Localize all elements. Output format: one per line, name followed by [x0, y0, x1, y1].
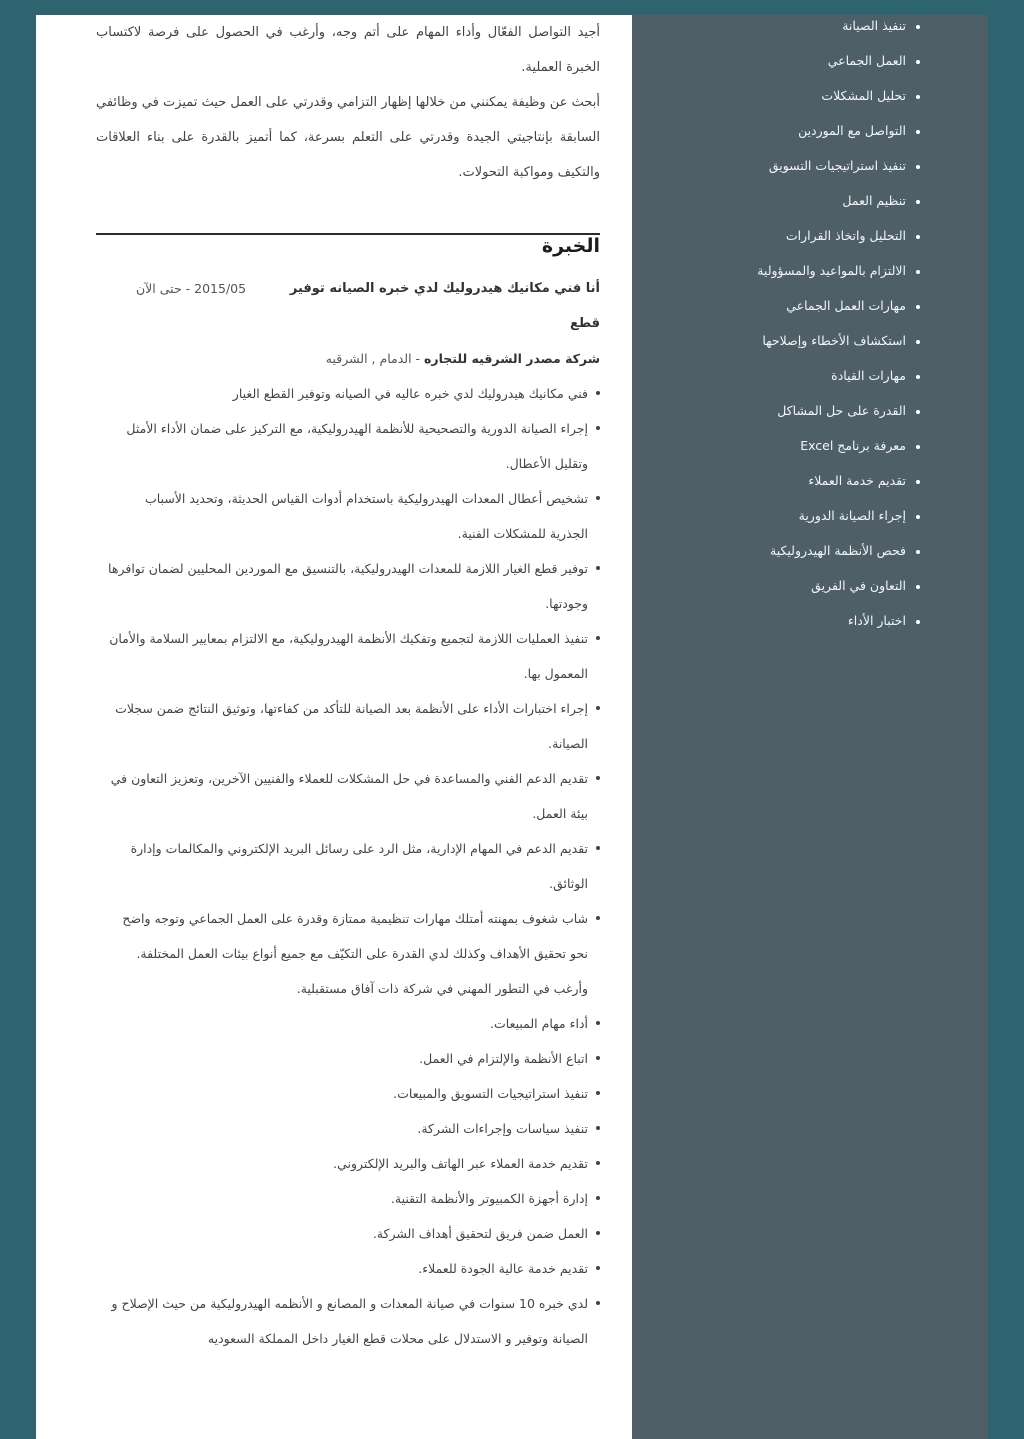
bullet-icon: [916, 445, 920, 449]
skill-label: اختبار الأداء: [847, 613, 906, 628]
bullet-icon: [916, 165, 920, 169]
bullet-icon: [916, 235, 920, 239]
skill-label: الالتزام بالمواعيد والمسؤولية: [757, 263, 906, 278]
skill-item: [757, 323, 920, 358]
duty-item: اتباع الأنظمة والإلتزام في العمل.: [108, 1041, 600, 1076]
duty-item: شاب شغوف بمهنته أمتلك مهارات تنظيمية ممتازة وقدرة على العمل الجماعي وتوجه واضح نحو تحقيق الأهداف وكذلك لدي القدرة على التكيّف مع جميع أنواع بيئات العمل المختلفة. وأرغب في التطور المهني في شركة ذات آفاق مستقبلية.: [108, 901, 600, 1006]
duty-item: لدي خبره 10 سنوات في صيانة المعدات و المصانع و الأنظمه الهيدروليكية من حيث الإصلاح و الصيانة وتوفير و الاستدلال على محلات قطع الغيار داخل المملكة السعوديه: [108, 1286, 600, 1356]
skill-item: [757, 43, 920, 78]
duty-item: تنفيذ استراتيجيات التسويق والمبيعات.: [108, 1076, 600, 1111]
skill-item: [757, 498, 920, 533]
bullet-icon: [916, 410, 920, 414]
skill-label: فحص الأنظمة الهيدروليكية: [770, 543, 906, 558]
skill-label: التعاون في الفريق: [811, 578, 906, 593]
duty-item: تنفيذ سياسات وإجراءات الشركة.: [108, 1111, 600, 1146]
skill-label: تنظيم العمل: [842, 193, 906, 208]
duty-item: إجراء الصيانة الدورية والتصحيحية للأنظمة الهيدروليكية، مع التركيز على ضمان الأداء الأمثل وتقليل الأعطال.: [108, 411, 600, 481]
skill-item: [757, 218, 920, 253]
duties-list: [96, 376, 600, 1356]
company-location: - الدمام , الشرقيه: [325, 351, 425, 366]
skills-list: [757, 15, 920, 638]
bullet-icon: [916, 480, 920, 484]
main-column: [96, 15, 600, 1346]
job-company-line: [96, 341, 600, 376]
duty-item: تقديم خدمة العملاء عبر الهاتف والبريد الإلكتروني.: [108, 1146, 600, 1181]
summary-paragraph-2: أبحث عن وظيفة يمكنني من خلالها إظهار التزامي وقدرتي على العمل حيث تميزت في وظائفي السابقة بإنتاجيتي الجيدة وقدرتي على التعلم بسرعة، كما أتميز بالقدرة على بناء العلاقات والتكيف ومواكبة التحولات.: [96, 95, 600, 180]
duty-item: العمل ضمن فريق لتحقيق أهداف الشركة.: [108, 1216, 600, 1251]
duty-item: إجراء اختبارات الأداء على الأنظمة بعد الصيانة للتأكد من كفاءتها، وتوثيق النتائج ضمن سجلات الصيانة.: [108, 691, 600, 761]
bullet-icon: [916, 585, 920, 589]
skill-label: التحليل واتخاذ القرارات: [785, 228, 906, 243]
skill-label: مهارات العمل الجماعي: [786, 298, 906, 313]
job-date-range: 2015/05 - حتى الآن: [136, 281, 247, 296]
skill-label: التواصل مع الموردين: [798, 123, 906, 138]
bullet-icon: [916, 550, 920, 554]
summary-paragraph-1: أجيد التواصل الفعّال وأداء المهام على أتم وجه، وأرغب في الحصول على فرصة لاكتساب الخبرة العملية.: [96, 25, 600, 75]
skill-label: تحليل المشكلات: [821, 88, 906, 103]
skill-label: تنفيذ استراتيجيات التسويق: [768, 158, 906, 173]
job-entry: [96, 271, 600, 1356]
skill-item: [757, 358, 920, 393]
job-header: [96, 271, 600, 341]
skill-item: [757, 148, 920, 183]
bullet-icon: [916, 95, 920, 99]
skills-sidebar: [632, 15, 988, 1439]
duty-item: تنفيذ العمليات اللازمة لتجميع وتفكيك الأنظمة الهيدروليكية، مع الالتزام بمعايير السلامة والأمان المعمول بها.: [108, 621, 600, 691]
skill-item: [757, 393, 920, 428]
summary-section: [96, 15, 600, 190]
duty-item: توفير قطع الغيار اللازمة للمعدات الهيدروليكية، بالتنسيق مع الموردين المحليين لضمان توافرها وجودتها.: [108, 551, 600, 621]
section-divider: [96, 233, 600, 235]
duty-item: فني مكانيك هيدروليك لدي خبره عاليه في الصيانه وتوفير القطع الغيار: [108, 376, 600, 411]
skill-item: [757, 568, 920, 603]
bullet-icon: [916, 60, 920, 64]
bullet-icon: [916, 375, 920, 379]
skill-label: تقديم خدمة العملاء: [808, 473, 906, 488]
skill-item: [757, 15, 920, 43]
bullet-icon: [916, 515, 920, 519]
skill-item: [757, 183, 920, 218]
skill-label: إجراء الصيانة الدورية: [798, 508, 906, 523]
bullet-icon: [916, 200, 920, 204]
duty-item: تقديم الدعم الفني والمساعدة في حل المشكلات للعملاء والفنيين الآخرين، وتعزيز التعاون في بيئة العمل.: [108, 761, 600, 831]
bullet-icon: [916, 270, 920, 274]
skill-label: معرفة برنامج Excel: [800, 438, 906, 453]
skill-item: [757, 78, 920, 113]
skill-item: [757, 603, 920, 638]
skill-label: تنفيذ الصيانة: [842, 18, 906, 33]
skill-label: القدرة على حل المشاكل: [777, 403, 906, 418]
skill-item: [757, 463, 920, 498]
skill-item: [757, 253, 920, 288]
job-title: أنا فني مكانيك هيدروليك لدي خبره الصيانه توفير قطع: [289, 281, 600, 331]
bullet-icon: [916, 620, 920, 624]
bullet-icon: [916, 130, 920, 134]
company-name: شركة مصدر الشرقيه للتجاره: [424, 351, 600, 366]
skill-item: [757, 428, 920, 463]
duty-item: تقديم خدمة عالية الجودة للعملاء.: [108, 1251, 600, 1286]
duty-item: أداء مهام المبيعات.: [108, 1006, 600, 1041]
skill-label: العمل الجماعي: [827, 53, 906, 68]
skill-label: استكشاف الأخطاء وإصلاحها: [762, 333, 906, 348]
skill-item: [757, 288, 920, 323]
duty-item: تقديم الدعم في المهام الإدارية، مثل الرد على رسائل البريد الإلكتروني والمكالمات وإدارة الوثائق.: [108, 831, 600, 901]
duty-item: تشخيص أعطال المعدات الهيدروليكية باستخدام أدوات القياس الحديثة، وتحديد الأسباب الجذرية للمشكلات الفنية.: [108, 481, 600, 551]
skill-item: [757, 533, 920, 568]
skill-item: [757, 113, 920, 148]
skill-label: مهارات القيادة: [831, 368, 906, 383]
bullet-icon: [916, 340, 920, 344]
bullet-icon: [916, 25, 920, 29]
duty-item: إدارة أجهزة الكمبيوتر والأنظمة التقنية.: [108, 1181, 600, 1216]
bullet-icon: [916, 305, 920, 309]
experience-heading: الخبرة: [541, 235, 600, 257]
